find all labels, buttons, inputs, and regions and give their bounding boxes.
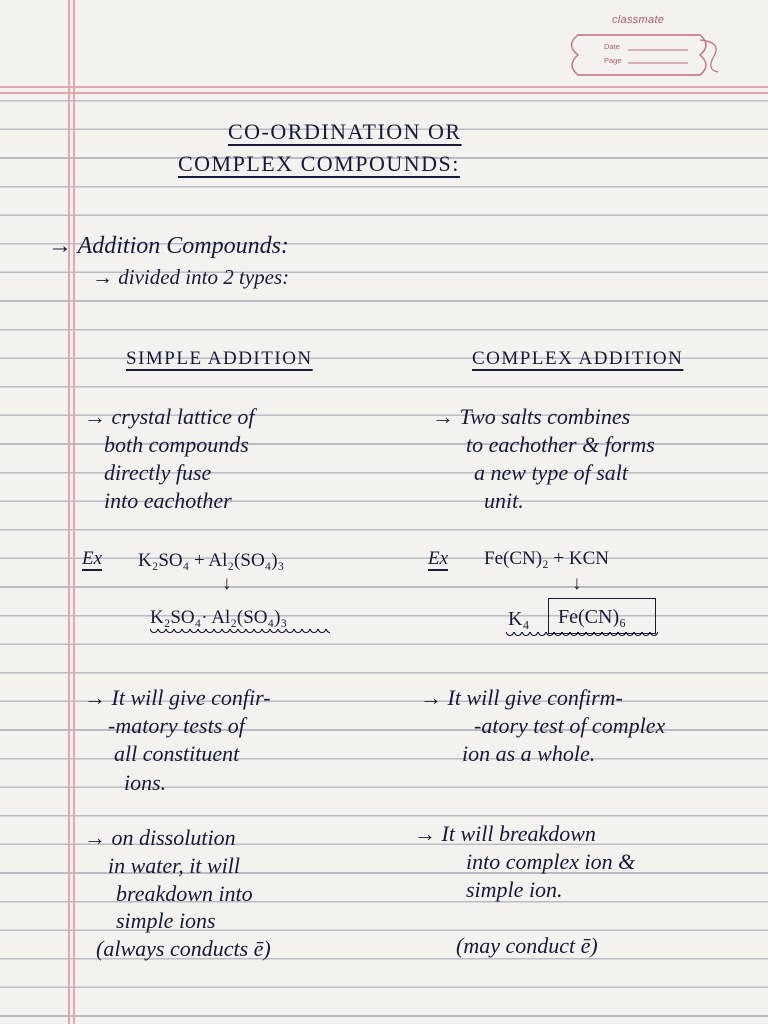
left-point1-line2: both compounds: [104, 432, 249, 457]
margin-line-outer: [68, 0, 70, 1024]
left-example-reactants: K₂SO₄ + Al₂(SO₄)₃: [138, 550, 285, 571]
left-example-label: Ex: [82, 548, 103, 569]
notebook-brand-box: [0, 0, 768, 90]
right-example-reactants: Fe(CN)₂ + KCN: [484, 548, 610, 569]
right-point3-line2: into complex ion &: [466, 849, 636, 874]
right-example-label: Ex: [428, 548, 449, 569]
heading-line-1: CO-ORDINATION OR: [228, 119, 462, 144]
left-point1-line4: into eachother: [104, 488, 232, 513]
right-example-product-k: K₄: [508, 608, 530, 630]
left-point1-line1: → crystal lattice of: [84, 404, 255, 429]
left-point3-line3: breakdown into: [116, 881, 253, 906]
date-label: Date: [604, 42, 620, 51]
left-example-arrow: ↓: [222, 573, 232, 594]
left-product-wavy-underline: [150, 629, 330, 637]
heading-line-2: COMPLEX COMPOUNDS:: [178, 151, 460, 176]
right-point2-line2: -atory test of complex: [474, 713, 666, 738]
left-point2-line4: ions.: [124, 770, 167, 795]
left-point2-line1: → It will give confir-: [84, 685, 271, 710]
margin-line-inner: [73, 0, 75, 1024]
right-example-arrow: ↓: [572, 573, 582, 594]
right-conductivity-note: (may conduct ē): [456, 933, 598, 958]
left-point1-line3: directly fuse: [104, 460, 212, 485]
right-example-product-complex: Fe(CN)₆: [558, 606, 627, 628]
right-point1-line2: to eachother & forms: [466, 432, 655, 457]
right-point2-line1: → It will give confirm-: [420, 685, 623, 710]
header-rule-bottom: [0, 92, 768, 94]
simple-addition-title: SIMPLE ADDITION: [126, 348, 313, 369]
complex-addition-title: COMPLEX ADDITION: [472, 348, 684, 369]
left-point3-line4: simple ions: [116, 908, 216, 933]
right-product-wavy-underline: [506, 632, 658, 640]
addition-compounds-subtitle: → divided into 2 types:: [92, 265, 290, 289]
right-point3-line3: simple ion.: [466, 877, 563, 902]
right-point1-line1: → Two salts combines: [432, 404, 631, 429]
brand-name: classmate: [612, 14, 665, 26]
left-point3-line1: → on dissolution: [84, 825, 236, 850]
left-point2-line3: all constituent: [114, 741, 240, 766]
left-point3-line2: in water, it will: [108, 853, 241, 878]
left-conductivity-note: (always conducts ē): [96, 936, 271, 961]
right-point1-line3: a new type of salt: [474, 460, 628, 485]
right-point3-line1: → It will breakdown: [414, 821, 596, 846]
brand-ribbon-icon: [0, 0, 768, 90]
right-point1-line4: unit.: [484, 488, 524, 513]
left-example-product: K₂SO₄· Al₂(SO₄)₃: [150, 607, 288, 628]
left-point2-line2: -matory tests of: [108, 713, 245, 738]
page-label: Page: [604, 56, 622, 65]
right-point2-line3: ion as a whole.: [462, 741, 596, 766]
addition-compounds-title: → Addition Compounds:: [48, 233, 289, 259]
